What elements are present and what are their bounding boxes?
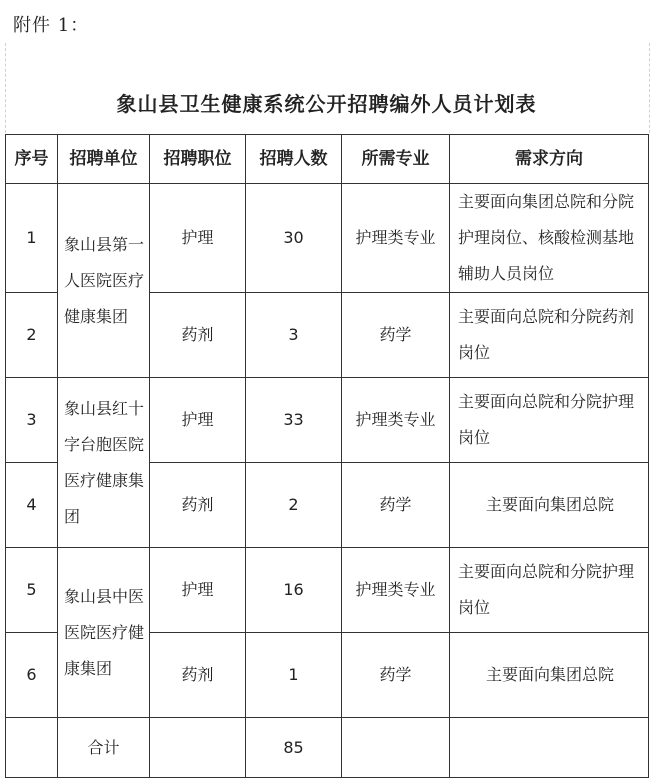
table-row — [6, 184, 649, 293]
header-no: 序号 — [6, 135, 58, 184]
row-no: 1 — [6, 184, 58, 293]
row-major: 药学 — [342, 463, 450, 548]
row-major: 药学 — [342, 633, 450, 718]
recruitment-table — [5, 134, 649, 778]
row-major: 护理类专业 — [342, 378, 450, 463]
row-position: 护理 — [150, 378, 246, 463]
row-count: 2 — [246, 463, 342, 548]
row-count: 1 — [246, 633, 342, 718]
total-major — [342, 718, 450, 778]
header-direction: 需求方向 — [450, 135, 649, 184]
row-no: 3 — [6, 378, 58, 463]
row-direction: 主要面向总院和分院护理岗位 — [450, 548, 649, 633]
row-direction: 主要面向总院和分院药剂岗位 — [450, 293, 649, 378]
row-direction: 主要面向总院和分院护理岗位 — [450, 378, 649, 463]
row-position: 护理 — [150, 184, 246, 293]
total-position — [150, 718, 246, 778]
attachment-label: 附件 1： — [13, 15, 90, 36]
row-direction: 主要面向集团总院 — [450, 633, 649, 718]
header-major: 所需专业 — [342, 135, 450, 184]
row-position: 药剂 — [150, 293, 246, 378]
table-header-row — [6, 135, 649, 184]
row-no: 6 — [6, 633, 58, 718]
row-no: 2 — [6, 293, 58, 378]
row-major: 护理类专业 — [342, 548, 450, 633]
total-count: 85 — [246, 718, 342, 778]
row-count: 30 — [246, 184, 342, 293]
total-direction — [450, 718, 649, 778]
row-position: 药剂 — [150, 633, 246, 718]
total-row — [6, 718, 649, 778]
row-direction: 主要面向集团总院和分院护理岗位、核酸检测基地辅助人员岗位 — [450, 184, 649, 293]
row-direction: 主要面向集团总院 — [450, 463, 649, 548]
row-count: 3 — [246, 293, 342, 378]
table-row — [6, 378, 649, 463]
row-major: 护理类专业 — [342, 184, 450, 293]
row-count: 33 — [246, 378, 342, 463]
page-title: 象山县卫生健康系统公开招聘编外人员计划表 — [116, 92, 537, 116]
header-unit: 招聘单位 — [58, 135, 150, 184]
header-count: 招聘人数 — [246, 135, 342, 184]
row-position: 药剂 — [150, 463, 246, 548]
row-count: 16 — [246, 548, 342, 633]
row-position: 护理 — [150, 548, 246, 633]
unit-cell: 象山县第一人医院医疗健康集团 — [58, 184, 150, 378]
row-major: 药学 — [342, 293, 450, 378]
total-label: 合计 — [58, 718, 150, 778]
row-no: 4 — [6, 463, 58, 548]
table-row — [6, 548, 649, 633]
row-no: 5 — [6, 548, 58, 633]
header-position: 招聘职位 — [150, 135, 246, 184]
total-no — [6, 718, 58, 778]
unit-cell: 象山县中医医院医疗健康集团 — [58, 548, 150, 718]
unit-cell: 象山县红十字台胞医院医疗健康集团 — [58, 378, 150, 548]
